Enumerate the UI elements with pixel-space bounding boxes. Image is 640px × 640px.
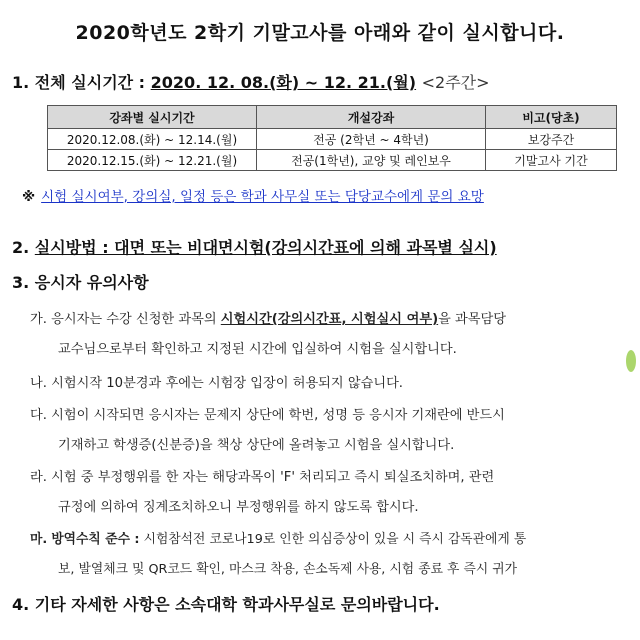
section-4-heading <box>12 592 440 615</box>
item-na-text: 시험시작 10분경과 후에는 시험장 입장이 허용되지 않습니다. <box>51 376 404 391</box>
table-cell: 보강주간 <box>486 129 617 150</box>
section-1-number: 1. <box>12 73 30 92</box>
page-title: 2020학년도 2학기 기말고사를 아래와 같이 실시합니다. <box>75 22 565 44</box>
table-header-course: 개설강좌 <box>257 106 486 129</box>
item-ga-post: 을 과목담당 <box>438 312 507 327</box>
section-3-number: 3. <box>12 273 30 292</box>
item-ga-line2: 교수님으로부터 확인하고 지정된 시간에 입실하여 시험을 실시합니다. <box>58 342 457 357</box>
item-na-prefix: 나. <box>30 376 47 391</box>
note-text: 시험 실시여부, 강의실, 일정 등은 학과 사무실 또는 담당교수에게 문의 요망 <box>41 189 484 205</box>
section-3-label: 응시자 유의사항 <box>34 273 149 292</box>
table-row <box>48 129 617 150</box>
table-cell: 전공 (2학년 ~ 4학년) <box>257 129 486 150</box>
item-da-line1 <box>30 404 505 423</box>
item-da-text: 시험이 시작되면 응시자는 문제지 상단에 학번, 성명 등 응시자 기재란에 반드시 <box>51 408 505 423</box>
section-2-number: 2. <box>12 238 30 257</box>
section-1-duration: <2주간> <box>421 73 490 92</box>
section-2-heading <box>12 235 497 258</box>
item-ga-line1 <box>30 308 506 327</box>
schedule-table <box>47 105 617 171</box>
item-ma-prefix: 마. <box>30 532 48 547</box>
item-ga-pre: 응시자는 수강 신청한 과목의 <box>51 312 221 327</box>
table-header-remark: 비고(당초) <box>486 106 617 129</box>
item-ma-text: 시험참석전 코로나19로 인한 의심증상이 있을 시 즉시 감독관에게 통 <box>143 532 527 547</box>
item-na-line1 <box>30 372 403 391</box>
section-4-number: 4. <box>12 595 30 614</box>
table-cell: 전공(1학년), 교양 및 레인보우 <box>257 150 486 171</box>
section-1-label: 전체 실시기간 : <box>34 73 146 92</box>
section-1-period: 2020. 12. 08.(화) ~ 12. 21.(월) <box>150 73 417 92</box>
green-leaf-decoration <box>626 350 636 372</box>
item-ga-prefix: 가. <box>30 312 47 327</box>
note-mark: ※ <box>22 189 36 205</box>
table-cell: 2020.12.15.(화) ~ 12.21.(월) <box>48 150 257 171</box>
table-cell: 2020.12.08.(화) ~ 12.14.(월) <box>48 129 257 150</box>
item-da-line2: 기재하고 학생증(신분증)을 책상 상단에 올려놓고 시험을 실시합니다. <box>58 438 455 453</box>
item-ra-line1 <box>30 466 494 485</box>
table-cell: 기말고사 기간 <box>486 150 617 171</box>
table-row <box>48 150 617 171</box>
section-2-text: 실시방법 : 대면 또는 비대면시험(강의시간표에 의해 과목별 실시) <box>34 238 497 257</box>
table-header-row <box>48 106 617 129</box>
item-ma-line1 <box>30 528 526 547</box>
item-ra-text: 시험 중 부정행위를 한 자는 해당과목이 'F' 처리되고 즉시 퇴실조치하며, 관련 <box>51 470 495 485</box>
section-1-heading <box>12 70 490 93</box>
item-ga-emph: 시험시간(강의시간표, 시험실시 여부) <box>220 312 439 327</box>
inquiry-note <box>22 185 484 205</box>
item-ra-line2: 규정에 의하여 징계조치하오니 부정행위를 하지 않도록 합시다. <box>58 500 419 515</box>
table-header-period: 강좌별 실시기간 <box>48 106 257 129</box>
item-ma-label: 방역수칙 준수 : <box>51 532 140 547</box>
section-3-heading <box>12 270 149 293</box>
item-ma-line2: 보, 발열체크 및 QR코드 확인, 마스크 착용, 손소독제 사용, 시험 종료 후 즉시 귀가 <box>58 562 517 577</box>
item-ra-prefix: 라. <box>30 470 47 485</box>
section-4-text: 기타 자세한 사항은 소속대학 학과사무실로 문의바랍니다. <box>34 595 440 614</box>
item-da-prefix: 다. <box>30 408 47 423</box>
